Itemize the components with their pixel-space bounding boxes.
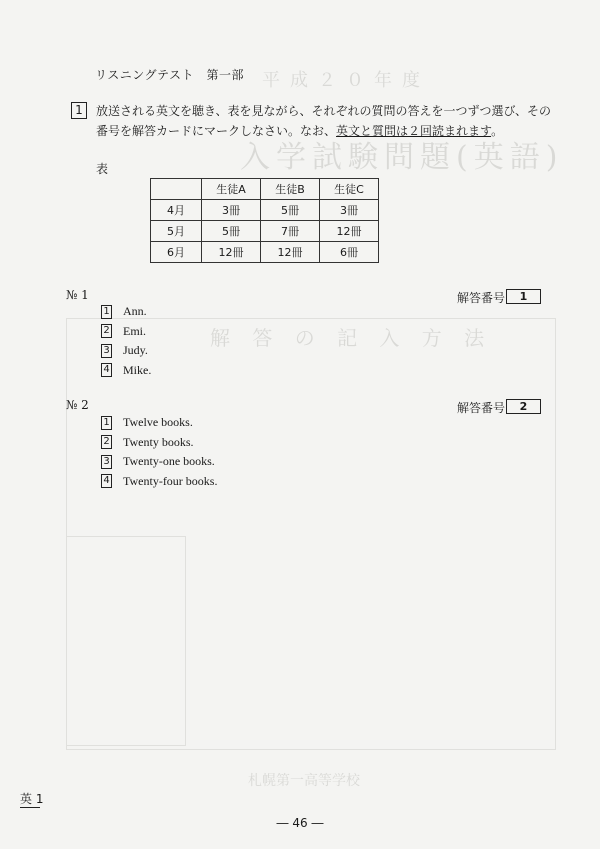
choice-number: 1 <box>101 416 112 430</box>
choice <box>101 472 217 492</box>
choice-number: 3 <box>101 344 112 358</box>
choice-number: 4 <box>101 474 112 488</box>
table-cell: 12冊 <box>202 242 261 263</box>
choice-text: Mike. <box>123 362 152 377</box>
choice <box>101 452 217 472</box>
show-through-decoration: 平成２０年度 <box>262 70 430 91</box>
page-number: ― 46 ― <box>276 816 324 830</box>
table-row <box>151 200 379 221</box>
question-number: 1 <box>71 102 87 119</box>
choice <box>101 361 151 381</box>
item-2-choices <box>101 413 217 491</box>
table-cell: 3冊 <box>202 200 261 221</box>
show-through-decoration: 札幌第一高等学校 <box>248 773 360 789</box>
item-2-answer-label: 解答番号 <box>457 401 506 415</box>
choice-text: Twenty-four books. <box>123 473 218 488</box>
table-label: 表 <box>96 162 109 176</box>
choice <box>101 322 151 342</box>
choice-text: Emi. <box>123 323 146 338</box>
instruction-underlined: 英文と質問は２回読まれます <box>336 124 492 138</box>
table-header-cell: 生徒B <box>261 179 320 200</box>
item-2-answer-number: 2 <box>506 399 541 414</box>
item-1-answer-label: 解答番号 <box>457 291 506 305</box>
show-through-decoration: 解 答 の 記 入 方 法 <box>210 326 493 350</box>
books-table <box>150 178 379 263</box>
section-title: リスニングテスト 第一部 <box>95 68 245 82</box>
table-cell: 5月 <box>151 221 202 242</box>
table-cell: 4月 <box>151 200 202 221</box>
table-cell: 5冊 <box>261 200 320 221</box>
choice-number: 2 <box>101 435 112 449</box>
choice <box>101 433 217 453</box>
table-header-cell: 生徒A <box>202 179 261 200</box>
choice-text: Ann. <box>123 304 147 319</box>
table-cell: 3冊 <box>320 200 379 221</box>
table-cell: 7冊 <box>261 221 320 242</box>
instruction-text: 放送される英文を聴き、表を見ながら、それぞれの質問の答えを一つずつ選び、その番号を解答カードにマークしなさい。なお、 <box>96 104 552 138</box>
table-row <box>151 221 379 242</box>
table-cell: 6月 <box>151 242 202 263</box>
choice-number: 3 <box>101 455 112 469</box>
choice <box>101 413 217 433</box>
table-header-cell: 生徒C <box>320 179 379 200</box>
table-header-row <box>151 179 379 200</box>
show-through-decoration <box>66 318 556 750</box>
item-1-answer-number: 1 <box>506 289 541 304</box>
item-2-label: № 2 <box>66 398 89 412</box>
choice-text: Judy. <box>123 343 148 358</box>
show-through-decoration: 入学試験問題(英語) <box>240 140 564 175</box>
question-instruction <box>96 101 556 141</box>
choice-number: 2 <box>101 324 112 338</box>
footer-rule <box>20 807 40 808</box>
instruction-end: 。 <box>491 124 504 138</box>
table-header-cell <box>151 179 202 200</box>
choice-number: 4 <box>101 363 112 377</box>
table-cell: 6冊 <box>320 242 379 263</box>
choice <box>101 302 151 322</box>
choice-text: Twenty-one books. <box>123 454 215 469</box>
table-cell: 12冊 <box>261 242 320 263</box>
table-cell: 5冊 <box>202 221 261 242</box>
table-cell: 12冊 <box>320 221 379 242</box>
choice-number: 1 <box>101 305 112 319</box>
choice-text: Twelve books. <box>123 415 193 430</box>
show-through-decoration <box>66 536 186 746</box>
item-1-label: № 1 <box>66 288 89 302</box>
table-row <box>151 242 379 263</box>
item-1-choices <box>101 302 151 380</box>
choice-text: Twenty books. <box>123 434 194 449</box>
subject-label: 英 1 <box>20 792 44 806</box>
choice <box>101 341 151 361</box>
